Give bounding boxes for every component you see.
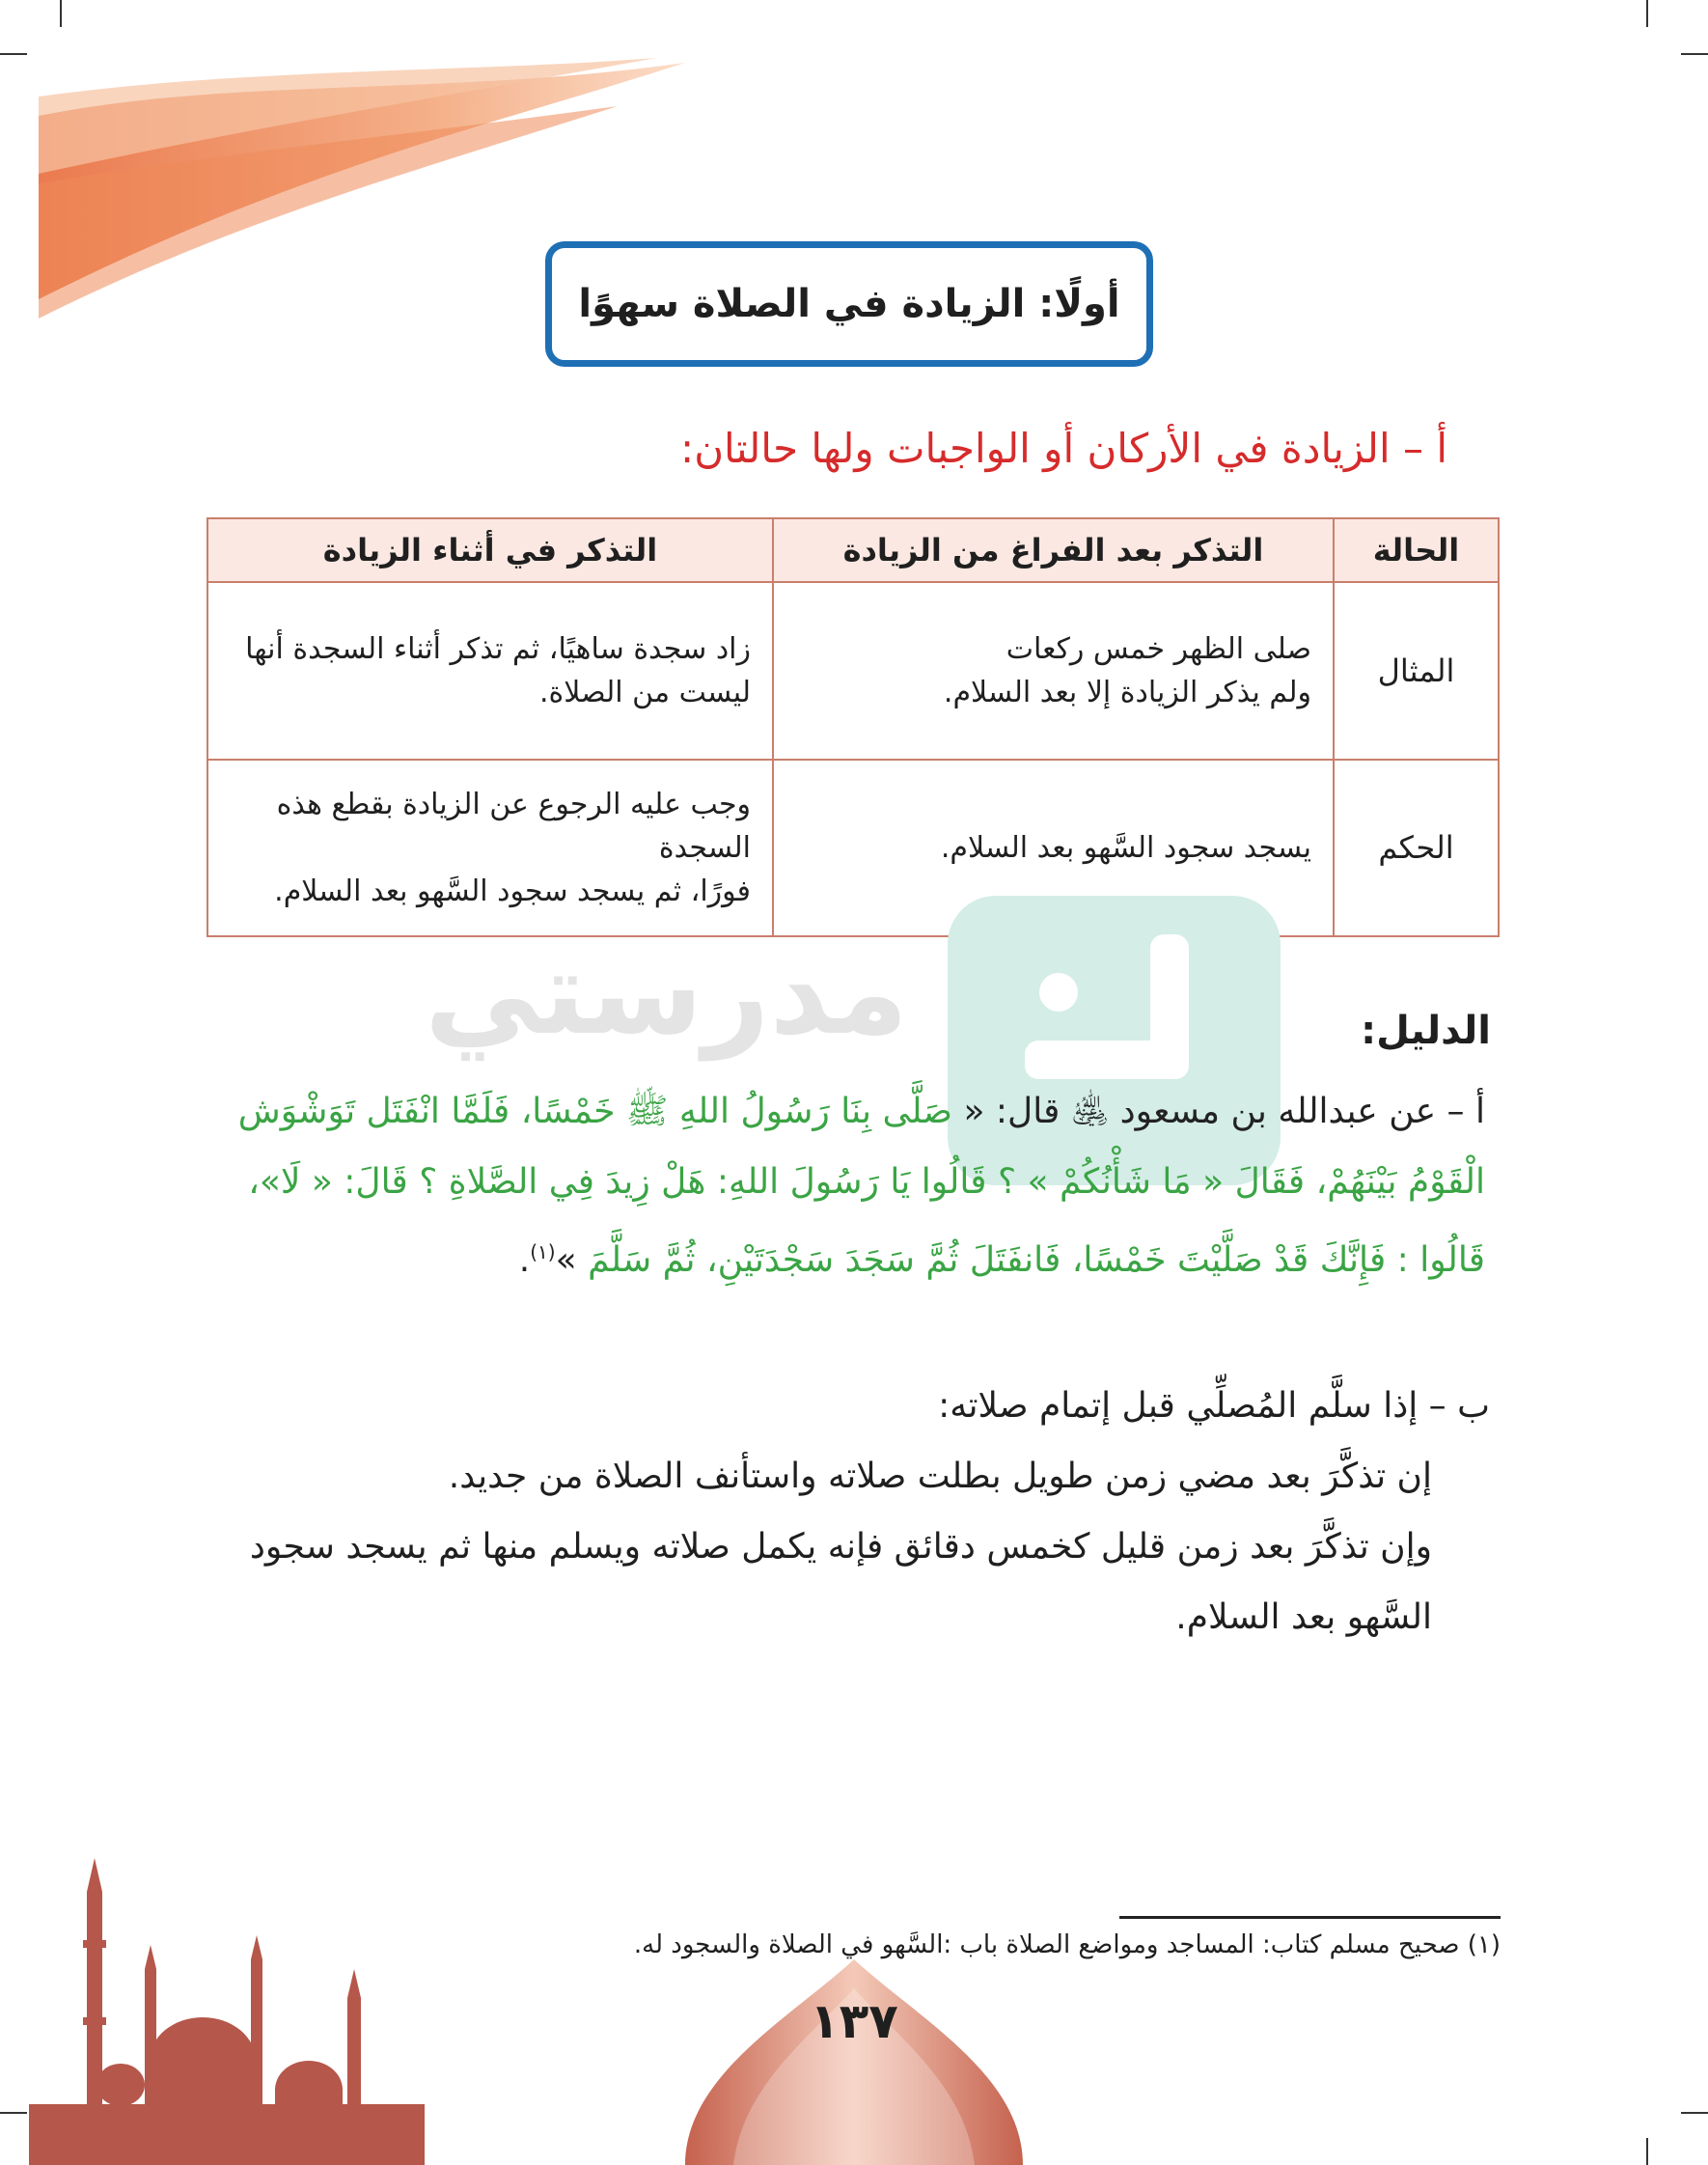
case-a-heading: أ – الزيادة في الأركان أو الواجبات ولها حالتان: <box>680 425 1447 472</box>
table-row <box>207 582 1499 760</box>
crop-mark <box>1646 2138 1648 2165</box>
footnote-divider <box>1119 1916 1501 1919</box>
table-header-cell: التذكر بعد الفراغ من الزيادة <box>773 518 1334 582</box>
crop-mark <box>60 0 62 27</box>
mosque-silhouette-decoration <box>29 1834 425 2165</box>
footnote: (١) صحيح مسلم كتاب: المساجد ومواضع الصلاة باب :السَّهو في الصلاة والسجود له. <box>633 1930 1501 1959</box>
table-cell-label: المثال <box>1334 582 1499 760</box>
watermark-logo-shape <box>1025 1041 1189 1079</box>
crop-mark <box>1646 0 1648 27</box>
hadith-text: صَلَّى بِنَا رَسُولُ اللهِ ﷺ خَمْسًا، فَلَمَّا انْفَتَل تَوَشْوَش <box>237 1092 964 1131</box>
case-b-line: السَّهو بعد السلام. <box>1175 1597 1432 1637</box>
page-number: ١٣٧ <box>810 1993 898 2049</box>
table-row <box>207 760 1499 937</box>
hadith-text: قَالُوا : فَإِنَّكَ قَدْ صَلَّيْتَ خَمْسًا، فَانفَتَلَ ثُمَّ سَجَدَ سَجْدَتَيْنِ، ثُمَّ سَلَّمَ <box>588 1240 1485 1280</box>
section-title-box <box>545 241 1153 367</box>
cases-table <box>207 517 1500 937</box>
hadith-line <box>207 1076 1485 1147</box>
footnote-reference: (١) <box>530 1240 556 1263</box>
hadith-line <box>207 1217 1485 1295</box>
dome-decoration <box>675 1959 1033 2165</box>
crop-mark <box>1681 53 1708 55</box>
hadith-closing-quote: » <box>555 1240 577 1280</box>
case-b-line: إن تذكَّرَ بعد مضي زمن طويل بطلت صلاته واستأنف الصلاة من جديد. <box>448 1457 1432 1496</box>
table-header-cell: التذكر في أثناء الزيادة <box>207 518 773 582</box>
hadith-paragraph <box>207 1076 1485 1295</box>
watermark-logo-shape <box>1039 973 1078 1012</box>
table-cell: زاد سجدة ساهيًا، ثم تذكر أثناء السجدة أنها ليست من الصلاة. <box>207 582 773 760</box>
case-b-line: وإن تذكَّرَ بعد زمن قليل كخمس دقائق فإنه يكمل صلاته ويسلم منها ثم يسجد سجود <box>249 1527 1432 1567</box>
crop-mark <box>1681 2112 1708 2114</box>
table-cell: صلى الظهر خمس ركعات ولم يذكر الزيادة إلا بعد السلام. <box>773 582 1334 760</box>
table-header-cell: الحالة <box>1334 518 1499 582</box>
table-cell: يسجد سجود السَّهو بعد السلام. <box>773 760 1334 937</box>
crop-mark <box>0 53 27 55</box>
hadith-text: الْقَوْمُ بَيْنَهُمْ، فَقَالَ « مَا شَأْنُكُمْ » ؟ قَالُوا يَا رَسُولَ اللهِ: هَلْ زِيدَ فِي الصَّلاةِ ؟ قَالَ: « لَا»، <box>248 1162 1485 1202</box>
evidence-heading: الدليل: <box>1361 1009 1491 1053</box>
case-b-heading: ب – إذا سلَّم المُصلِّي قبل إتمام صلاته: <box>938 1386 1490 1426</box>
table-header-row <box>207 518 1499 582</box>
crop-mark <box>0 2112 27 2114</box>
case-b-paragraph <box>207 1371 1490 1652</box>
table-cell-label: الحكم <box>1334 760 1499 937</box>
table-cell: وجب عليه الرجوع عن الزيادة بقطع هذه السجدة فورًا، ثم يسجد سجود السَّهو بعد السلام. <box>207 760 773 937</box>
watermark-text: مدرستي <box>425 927 909 1061</box>
hadith-intro: أ – عن عبدالله بن مسعود ﵁ قال: « <box>963 1092 1485 1131</box>
section-title: أولًا: الزيادة في الصلاة سهوًا <box>578 282 1120 326</box>
hadith-end: . <box>518 1240 531 1280</box>
